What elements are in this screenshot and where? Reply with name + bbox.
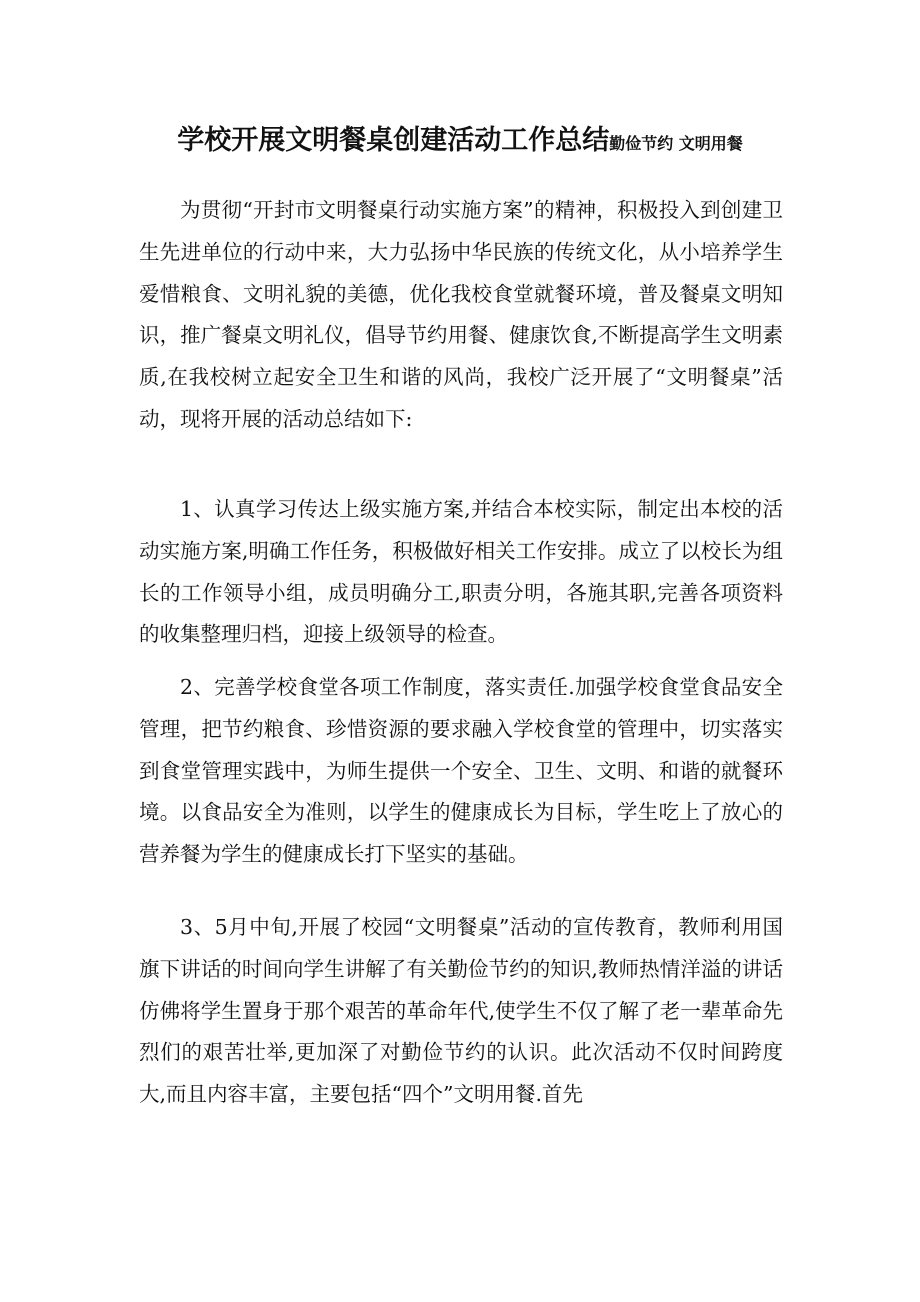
paragraph-item-2: 2、完善学校食堂各项工作制度，落实责任.加强学校食堂食品安全管理，把节约粮食、珍惜资源的要求融入学校食堂的管理中，切实落实到食堂管理实践中，为师生提供一个安全、卫生、文明、和谐的就餐环境。以食品安全为准则，以学生的健康成长为目标，学生吃上了放心的营养餐为学生的健康成长打下坚实的基础。 xyxy=(139,675,783,867)
title-subtitle: 勤俭节约 文明用餐 xyxy=(609,134,743,153)
document-title xyxy=(0,118,920,157)
paragraph-intro: 为贯彻“开封市文明餐桌行动实施方案”的精神，积极投入到创建卫生先进单位的行动中来，大力弘扬中华民族的传统文化，从小培养学生爱惜粮食、文明礼貌的美德，优化我校食堂就餐环境，普及餐桌文明知识，推广餐桌文明礼仪，倡导节约用餐、健康饮食,不断提高学生文明素质,在我校树立起安全卫生和谐的风尚，我校广泛开展了“文明餐桌”活动，现将开展的活动总结如下: xyxy=(139,198,783,431)
paragraph-item-3: 3、5月中旬,开展了校园“文明餐桌”活动的宣传教育，教师利用国旗下讲话的时间向学生讲解了有关勤俭节约的知识,教师热情洋溢的讲话仿佛将学生置身于那个艰苦的革命年代,使学生不仅了解了老一辈革命先烈们的艰苦壮举,更加深了对勤俭节约的认识。此次活动不仅时间跨度大,而且内容丰富，主要包括“四个”文明用餐.首先 xyxy=(139,915,783,1107)
paragraph-item-1: 1、认真学习传达上级实施方案,并结合本校实际，制定出本校的活动实施方案,明确工作任务，积极做好相关工作安排。成立了以校长为组长的工作领导小组，成员明确分工,职责分明，各施其职,完善各项资料的收集整理归档，迎接上级领导的检查。 xyxy=(139,497,783,647)
title-main: 学校开展文明餐桌创建活动工作总结 xyxy=(177,125,610,156)
